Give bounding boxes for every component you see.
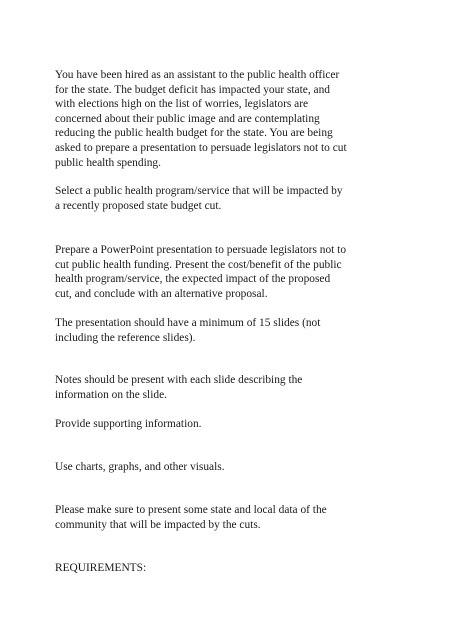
visuals-paragraph: Use charts, graphs, and other visuals. <box>55 461 225 473</box>
supporting-info-paragraph: Provide supporting information. <box>55 418 202 430</box>
notes-paragraph: Notes should be present with each slide describing the information on the slide. <box>55 374 303 401</box>
select-program-paragraph: Select a public health program/service that will be impacted by a recently proposed state budget cut. <box>55 185 343 212</box>
requirements-heading: REQUIREMENTS: <box>55 562 147 574</box>
local-data-paragraph: Please make sure to present some state and local data of the community that will be impacted by the cuts. <box>55 504 327 531</box>
presentation-instructions-paragraph: Prepare a PowerPoint presentation to persuade legislators not to cut public health funding. Present the cost/benefit of the public health program/service, the expected impact of the proposed cut, and conclude with an alternative proposal. <box>55 244 347 300</box>
intro-paragraph: You have been hired as an assistant to the public health officer for the state. The budget deficit has impacted your state, and with elections high on the list of worries, legislators are concerned about their public image and are contemplating reducing the public health budget for the state. You are being asked to prepare a presentation to persuade legislators not to cut public health spending. <box>55 69 347 169</box>
slide-count-paragraph: The presentation should have a minimum of 15 slides (not including the reference slides). <box>55 317 321 344</box>
